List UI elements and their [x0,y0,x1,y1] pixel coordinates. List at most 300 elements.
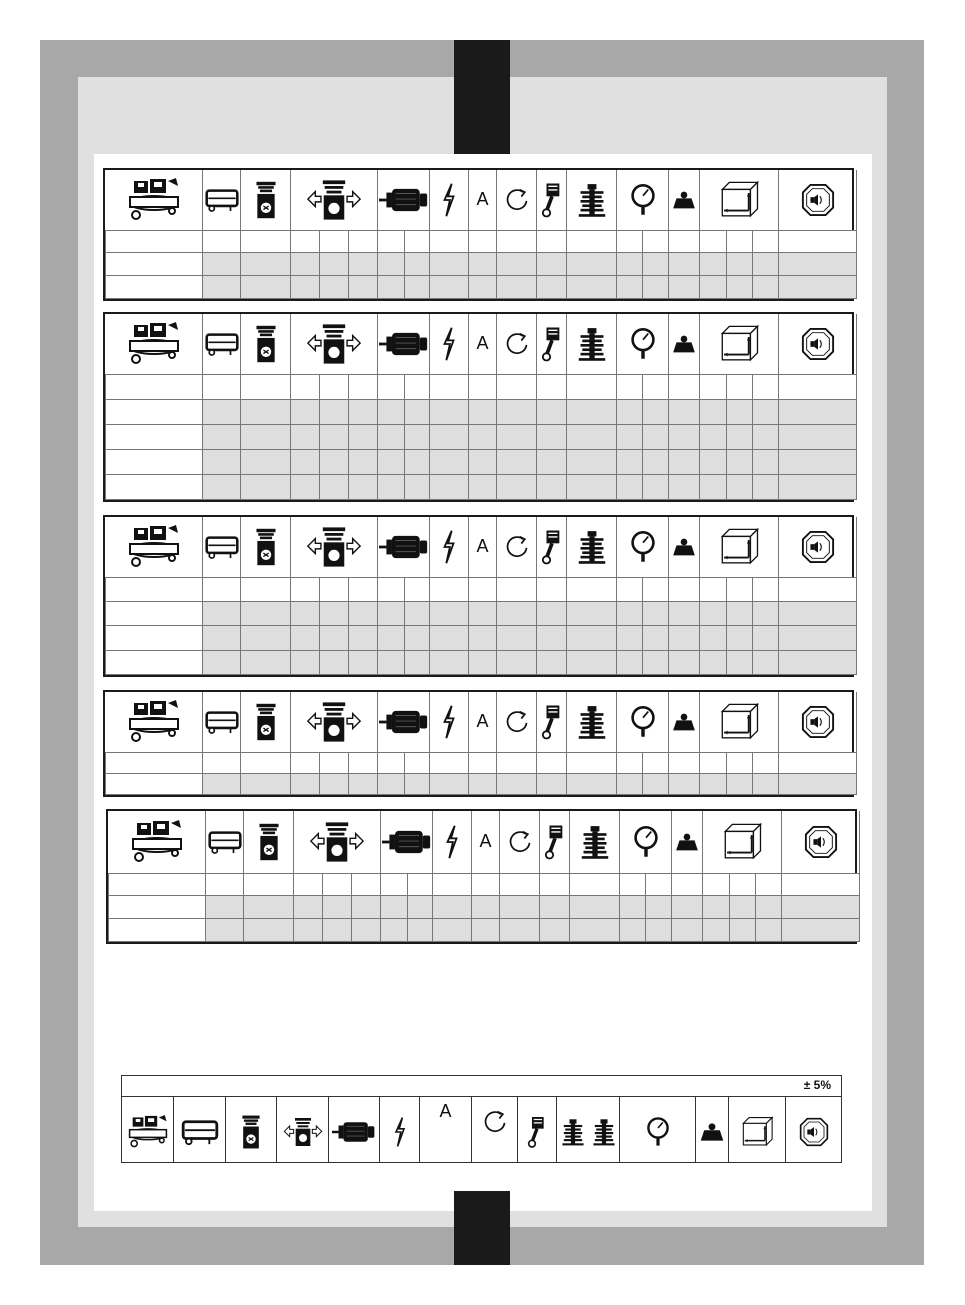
table-cell [349,650,378,674]
tank-icon [205,709,239,735]
header-cell [106,314,203,374]
header-cell [378,314,430,374]
cylinder-icon [577,325,607,363]
table-row [106,474,857,499]
header-cell [703,811,782,873]
table-cell [537,374,567,399]
table-cell [567,276,617,299]
table-cell [643,230,669,253]
table-cell [430,601,469,625]
dimensions-box-icon [717,702,761,742]
header-cell [669,692,700,752]
table-cell [672,873,703,896]
table-cell [643,424,669,449]
table-cell [727,230,753,253]
table-cell [241,449,291,474]
table-cell [617,773,643,794]
table-cell [617,253,643,276]
table-cell [241,577,291,601]
table-cell [291,773,320,794]
table-row [106,276,857,299]
weight-icon [671,537,697,557]
table-cell [756,896,782,919]
table-cell [469,399,497,424]
table-cell [782,873,860,896]
electric-motor-icon [379,708,429,736]
table-cell [320,276,349,299]
table-cell [291,626,320,650]
table-cell [349,374,378,399]
table-cell [320,374,349,399]
table-cell [378,276,405,299]
table-cell [617,752,643,773]
table-cell [430,577,469,601]
table-cell [349,449,378,474]
table-cell [669,752,700,773]
dimensions-box-icon [717,527,761,567]
table-cell [537,626,567,650]
table-cell [433,919,472,942]
table-cell [469,230,497,253]
header-cell [779,692,857,752]
spec-table-3 [103,515,854,677]
noise-level-icon [801,327,835,361]
table-cell [643,253,669,276]
table-cell [378,577,405,601]
table-cell [540,873,570,896]
table-row [106,449,857,474]
table-cell [540,919,570,942]
table-cell [294,896,323,919]
table-cell [349,773,378,794]
table-cell [203,230,241,253]
table-cell [430,752,469,773]
table-cell [570,873,620,896]
table-cell [669,474,700,499]
table-cell [291,424,320,449]
table-cell [700,276,727,299]
table-cell [472,919,500,942]
electric-motor-icon [332,1119,376,1145]
pressure-gauge-icon [630,704,656,740]
table-cell [537,424,567,449]
table-cell [570,896,620,919]
header-cell [497,314,537,374]
table-cell [500,873,540,896]
table-cell [537,253,567,276]
table-cell [779,399,857,424]
table-cell [352,873,381,896]
table-cell [378,399,405,424]
table-cell [703,873,730,896]
table-cell [646,919,672,942]
compressor-unit-icon [124,319,184,369]
table-cell [753,773,779,794]
table-cell [753,253,779,276]
header-cell [570,811,620,873]
rotation-icon [504,534,530,560]
table-cell [570,919,620,942]
table-cell [291,601,320,625]
table-cell [381,873,408,896]
table-cell [378,474,405,499]
table-cell [643,449,669,474]
header-cell [620,811,672,873]
table-cell [349,474,378,499]
pressure-gauge-icon [630,326,656,362]
header-cell [203,517,241,577]
table-cell [497,626,537,650]
table-cell [537,230,567,253]
table-cell [753,474,779,499]
table-cell [378,773,405,794]
cylinder-icon [561,1117,585,1147]
table-cell [291,399,320,424]
table-cell [241,773,291,794]
table-cell [433,896,472,919]
tank-icon [205,534,239,560]
tank-icon [180,1118,220,1146]
table-cell [669,577,700,601]
header-cell [779,314,857,374]
header-cell [106,517,203,577]
header-cell [291,314,378,374]
table-cell [700,577,727,601]
cylinder-icon [580,823,610,861]
ampere-symbol: A [439,1101,452,1121]
lightning-icon [440,326,458,362]
electric-motor-icon [379,330,429,358]
table-cell [753,399,779,424]
table-cell [320,449,349,474]
table-cell [106,474,203,499]
header-cell [241,170,291,230]
spec-units-row [106,374,857,399]
pressure-gauge-icon [630,182,656,218]
table-cell [472,896,500,919]
table-cell [203,374,241,399]
table-cell [405,424,430,449]
legend-cell-noise [786,1097,841,1163]
header-cell [617,170,669,230]
spec-units-row [109,873,860,896]
header-cell [537,170,567,230]
table-cell [294,873,323,896]
table-cell [643,650,669,674]
header-cell [672,811,703,873]
table-cell [540,896,570,919]
table-cell [730,896,756,919]
table-row [106,601,857,625]
table-cell [349,577,378,601]
noise-level-icon [801,705,835,739]
table-cell [537,601,567,625]
table-cell [378,230,405,253]
cylinder-icon [577,528,607,566]
ampere-symbol: A [476,536,489,557]
lightning-icon [440,704,458,740]
table-cell [643,399,669,424]
table-cell [753,650,779,674]
table-cell [381,919,408,942]
table-cell [203,253,241,276]
table-cell [727,626,753,650]
table-cell [753,276,779,299]
header-cell [291,517,378,577]
spec-table-4 [103,690,854,797]
header-cell [294,811,381,873]
header-cell [669,314,700,374]
table-cell [106,577,203,601]
tank-icon [205,331,239,357]
header-cell [779,517,857,577]
compressor-unit-icon [124,522,184,572]
table-cell [779,577,857,601]
legend-icon-row [122,1096,841,1163]
header-cell [567,517,617,577]
table-cell [320,752,349,773]
header-cell [244,811,294,873]
table-cell [323,873,352,896]
table-cell [405,626,430,650]
table-cell [206,896,244,919]
table-cell [241,626,291,650]
table-row [106,773,857,794]
table-cell [241,399,291,424]
table-cell [430,626,469,650]
cylinder-twin-icon [592,1117,616,1147]
header-cell [381,811,433,873]
tolerance-label: ± 5% [803,1078,831,1092]
table-cell [291,276,320,299]
table-cell [203,449,241,474]
table-cell [669,650,700,674]
table-cell [567,577,617,601]
weight-icon [671,712,697,732]
table-cell [537,474,567,499]
legend-cell-power [380,1097,420,1163]
piston-icon [541,325,563,363]
table-cell [349,253,378,276]
table-cell [241,253,291,276]
header-cell [106,692,203,752]
table-cell [779,253,857,276]
table-cell [643,577,669,601]
table-cell [643,474,669,499]
dimensions-box-icon [717,324,761,364]
table-cell [643,773,669,794]
table-cell [378,752,405,773]
table-cell [753,577,779,601]
table-cell [203,773,241,794]
table-cell [469,752,497,773]
table-cell [106,399,203,424]
table-cell [241,374,291,399]
table-cell [753,424,779,449]
table-cell [537,449,567,474]
table-cell [320,253,349,276]
lightning-icon [392,1116,408,1148]
table-cell [291,577,320,601]
table-cell [617,626,643,650]
piston-icon [541,528,563,566]
electric-motor-icon [379,533,429,561]
header-cell [109,811,206,873]
rotation-icon [504,331,530,357]
weight-icon [671,334,697,354]
table-cell [320,650,349,674]
table-cell [469,773,497,794]
table-cell [617,374,643,399]
pump-head-icon [253,526,279,568]
table-cell [497,230,537,253]
lightning-icon [440,182,458,218]
table-row [106,650,857,674]
table-row [109,896,860,919]
top-black-tab [454,40,510,154]
table-cell [537,276,567,299]
twin-pump-icon [283,1115,323,1149]
table-cell [469,626,497,650]
table-cell [779,424,857,449]
table-cell [294,919,323,942]
header-cell [241,692,291,752]
table-cell [643,752,669,773]
table-cell [700,399,727,424]
table-cell [779,449,857,474]
table-cell [106,230,203,253]
cylinder-icon [577,181,607,219]
header-cell [378,692,430,752]
table-cell [779,374,857,399]
table-cell [620,873,646,896]
ampere-symbol: A [479,831,492,852]
table-cell [497,449,537,474]
header-cell [617,314,669,374]
table-cell [779,601,857,625]
header-cell [469,170,497,230]
rotation-icon [482,1109,508,1135]
table-cell [430,230,469,253]
rotation-icon [504,709,530,735]
header-cell [291,170,378,230]
noise-level-icon [801,183,835,217]
ampere-symbol: A [476,711,489,732]
table-cell [352,919,381,942]
table-cell [408,873,433,896]
table-cell [669,449,700,474]
spec-header-row [109,811,860,873]
header-cell [567,170,617,230]
table-cell [497,399,537,424]
pressure-gauge-icon [630,529,656,565]
table-cell [320,424,349,449]
table-cell [430,773,469,794]
table-cell [320,626,349,650]
table-row [106,626,857,650]
table-cell [291,449,320,474]
table-cell [430,276,469,299]
table-row [106,424,857,449]
table-cell [349,230,378,253]
table-cell [349,399,378,424]
spec-units-row [106,230,857,253]
table-cell [753,230,779,253]
table-cell [727,773,753,794]
noise-level-icon [799,1117,829,1147]
table-cell [727,601,753,625]
table-cell [643,626,669,650]
header-cell [669,517,700,577]
spec-units-row [106,577,857,601]
table-cell [320,399,349,424]
table-cell [727,577,753,601]
table-cell [497,773,537,794]
table-cell [244,896,294,919]
table-cell [109,873,206,896]
table-cell [643,276,669,299]
table-cell [349,276,378,299]
table-cell [206,873,244,896]
table-cell [106,650,203,674]
table-cell [203,752,241,773]
table-cell [320,577,349,601]
weight-icon [674,832,700,852]
table-cell [349,601,378,625]
header-cell [430,692,469,752]
legend-cell-motor [329,1097,380,1163]
table-cell [753,449,779,474]
table-cell [567,474,617,499]
header-cell [291,692,378,752]
header-cell [430,170,469,230]
table-cell [472,873,500,896]
table-cell [320,474,349,499]
table-cell [320,230,349,253]
legend-cell-twin-pump [277,1097,329,1163]
table-cell [617,577,643,601]
table-cell [753,601,779,625]
table-row [106,399,857,424]
table-cell [700,650,727,674]
table-cell [497,276,537,299]
table-cell [703,896,730,919]
table-cell [779,276,857,299]
table-cell [106,449,203,474]
table-cell [405,474,430,499]
table-cell [241,424,291,449]
table-cell [349,424,378,449]
table-cell [537,773,567,794]
header-cell [540,811,570,873]
legend-cell-piston [518,1097,557,1163]
legend-cell-pump [226,1097,277,1163]
legend-cell-cylinder [557,1097,620,1163]
rotation-icon [507,829,533,855]
table-cell [620,896,646,919]
table-cell [700,601,727,625]
table-cell [567,253,617,276]
pressure-gauge-icon [633,824,659,860]
table-cell [320,601,349,625]
table-cell [700,230,727,253]
ampere-symbol: A [476,189,489,210]
table-cell [378,374,405,399]
spec-table-5 [106,809,857,944]
header-cell [241,314,291,374]
header-cell [567,314,617,374]
legend-cell-pressure [620,1097,696,1163]
